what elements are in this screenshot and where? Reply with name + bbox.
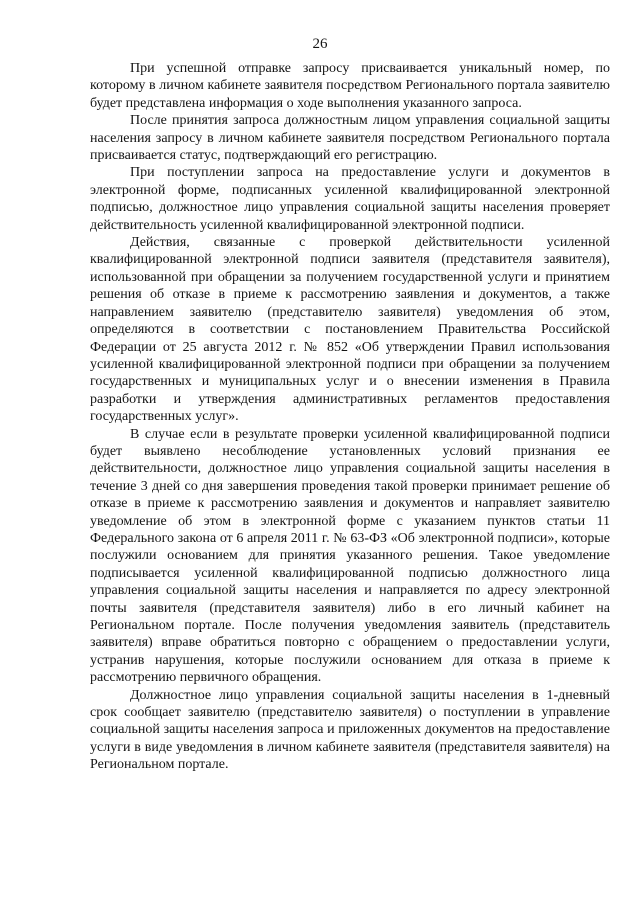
paragraph-receipt-notice: Должностное лицо управления социальной защиты населения в 1-дневный срок сообщает заявителю (представителю заявителя) о поступлении в управление социальной защиты населения запроса и приложенных документов на предоставление услуги в виде уведомления в личном кабинете заявителя (представителя заявителя) на Региональном портале.: [90, 687, 610, 773]
paragraph-signature-invalid: В случае если в результате проверки усиленной квалифицированной подписи будет выявлено несоблюдение установленных условий признания ее действительности, должностное лицо управления социальной защиты населения в течение 3 дней со дня завершения проведения такой проверки принимает решение об отказе в приеме к рассмотрению заявления и документов и направляет заявителю уведомление об этом в электронной форме с указанием пунктов статьи 11 Федерального закона от 6 апреля 2011 г. № 63-ФЗ «Об электронной подписи», которые послужили основанием для принятия указанного решения. Такое уведомление подписывается усиленной квалифицированной подписью должностного лица управления социальной защиты населения и направляется по адресу электронной почты заявителя (представителя заявителя) либо в его личный кабинет на Региональном портале. После получения уведомления заявитель (представитель заявителя) вправе обратиться повторно с обращением о предоставлении услуги, устранив нарушения, которые послужили основанием для отказа в приеме к рассмотрению первичного обращения.: [90, 426, 610, 686]
paragraph-signature-regulation: Действия, связанные с проверкой действительности усиленной квалифицированной электронной подписи заявителя (представителя заявителя), использованной при обращении за получением государственной услуги и принятием решения об отказе в приеме к рассмотрению заявления и документов, а также направлением заявителю (представителю заявителя) уведомления об этом, определяются в соответствии с постановлением Правительства Российской Федерации от 25 августа 2012 г. № 852 «Об утверждении Правил использования усиленной квалифицированной электронной подписи при обращении за получением государственных и муниципальных услуг и о внесении изменения в Правила разработки и утверждения административных регламентов предоставления государственных услуг».: [90, 235, 610, 425]
paragraph-signature-check: При поступлении запроса на предоставление услуги и документов в электронной форме, подписанных усиленной квалифицированной электронной подписью, должностное лицо управления социальной защиты населения проверяет действительность усиленной квалифицированной электронной подписи.: [90, 165, 610, 233]
document-body: [90, 60, 610, 774]
page-number: 26: [312, 36, 328, 52]
paragraph-request-number: При успешной отправке запросу присваивается уникальный номер, по которому в личном кабинете заявителя посредством Регионального портала заявителю будет представлена информация о ходе выполнения указанного запроса.: [90, 61, 610, 111]
paragraph-registration-status: После принятия запроса должностным лицом управления социальной защиты населения запросу в личном кабинете заявителя посредством Регионального портала присваивается статус, подтверждающий его регистрацию.: [90, 113, 610, 164]
